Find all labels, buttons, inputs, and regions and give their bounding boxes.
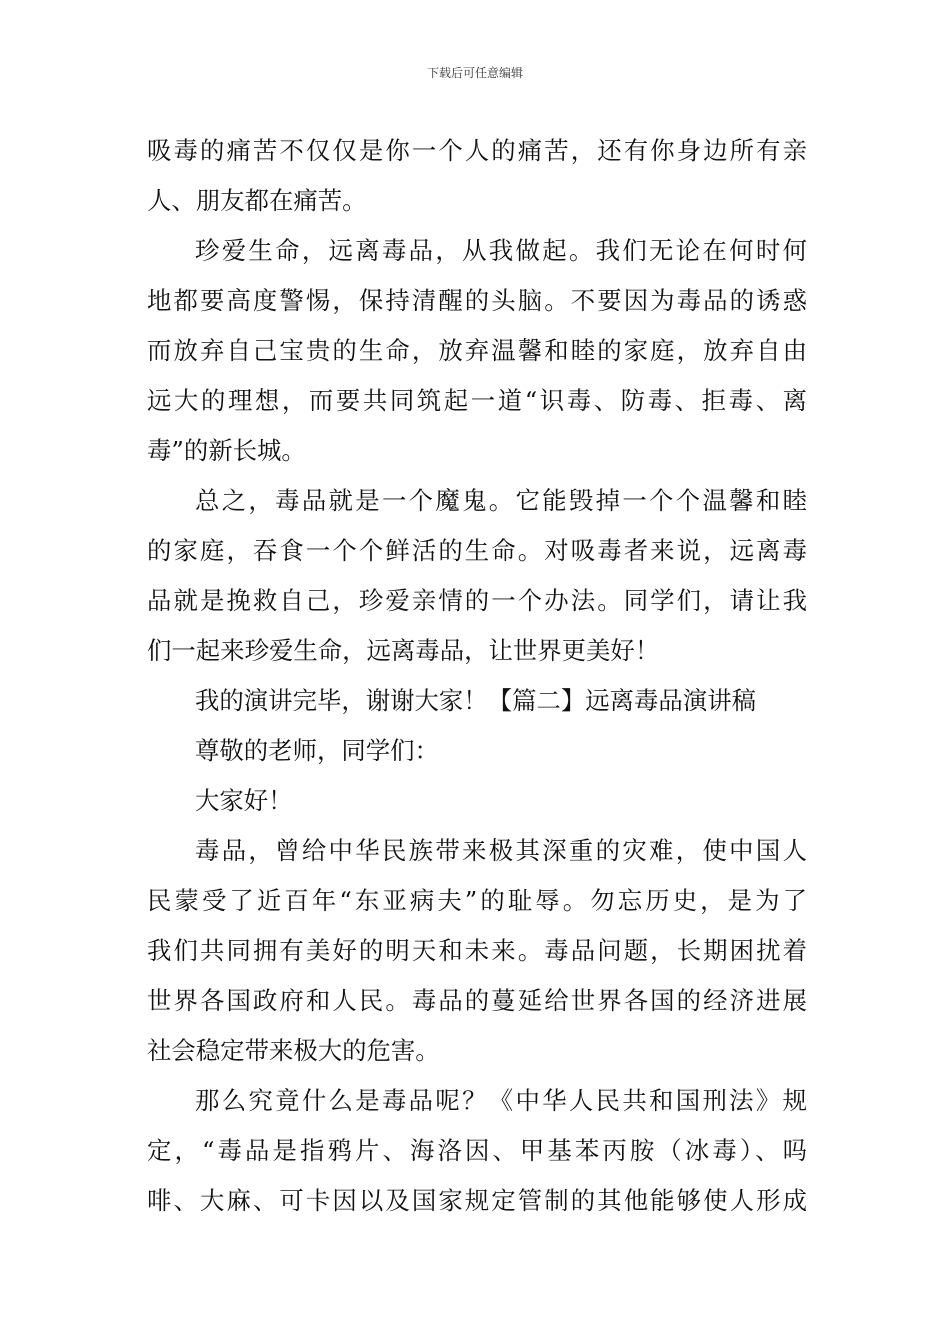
text-line: 民蒙受了近百年“东亚病夫”的耻辱。勿忘历史，是为了 — [147, 886, 807, 915]
text-line: 吸毒的痛苦不仅仅是你一个人的痛苦，还有你身边所有亲 — [147, 136, 807, 165]
text-line: 地都要高度警惕，保持清醒的头脑。不要因为毒品的诱惑 — [147, 286, 807, 315]
text-line: 啡、大麻、可卡因以及国家规定管制的其他能够使人形成 — [147, 1186, 807, 1215]
text-line: 定，“毒品是指鸦片、海洛因、甲基苯丙胺（冰毒）、吗 — [147, 1136, 807, 1165]
greeting-line: 大家好！ — [195, 786, 293, 815]
text-line: 人、朋友都在痛苦。 — [147, 186, 367, 215]
paragraph-start-line: 那么究竟什么是毒品呢？《中华人民共和国刑法》规 — [195, 1086, 807, 1115]
text-line: 我们共同拥有美好的明天和未来。毒品问题，长期困扰着 — [147, 936, 807, 965]
text-line: 社会稳定带来极大的危害。 — [147, 1036, 440, 1065]
page-header: 下载后可任意编辑 — [426, 66, 523, 80]
paragraph-start-line: 珍爱生命，远离毒品，从我做起。我们无论在何时何 — [195, 236, 807, 265]
text-line: 而放弃自己宝贵的生命，放弃温馨和睦的家庭，放弃自由 — [147, 336, 807, 365]
text-line: 远大的理想，而要共同筑起一道“识毒、防毒、拒毒、离 — [147, 386, 807, 415]
text-line: 世界各国政府和人民。毒品的蔓延给世界各国的经济进展 — [147, 986, 807, 1015]
text-line: 毒”的新长城。 — [147, 436, 306, 465]
text-line: 品就是挽救自己，珍爱亲情的一个办法。同学们，请让我 — [147, 586, 807, 615]
paragraph-start-line: 总之，毒品就是一个魔鬼。它能毁掉一个个温馨和睦 — [195, 486, 807, 515]
text-line: 们一起来珍爱生命，远离毒品，让世界更美好！ — [147, 636, 660, 665]
paragraph-start-line: 我的演讲完毕，谢谢大家！【篇二】远离毒品演讲稿 — [195, 686, 756, 715]
document-body — [147, 126, 807, 1226]
paragraph-start-line: 毒品，曾给中华民族带来极其深重的灾难，使中国人 — [195, 836, 807, 865]
text-line: 的家庭，吞食一个个鲜活的生命。对吸毒者来说，远离毒 — [147, 536, 807, 565]
salutation-line: 尊敬的老师，同学们： — [195, 736, 439, 765]
